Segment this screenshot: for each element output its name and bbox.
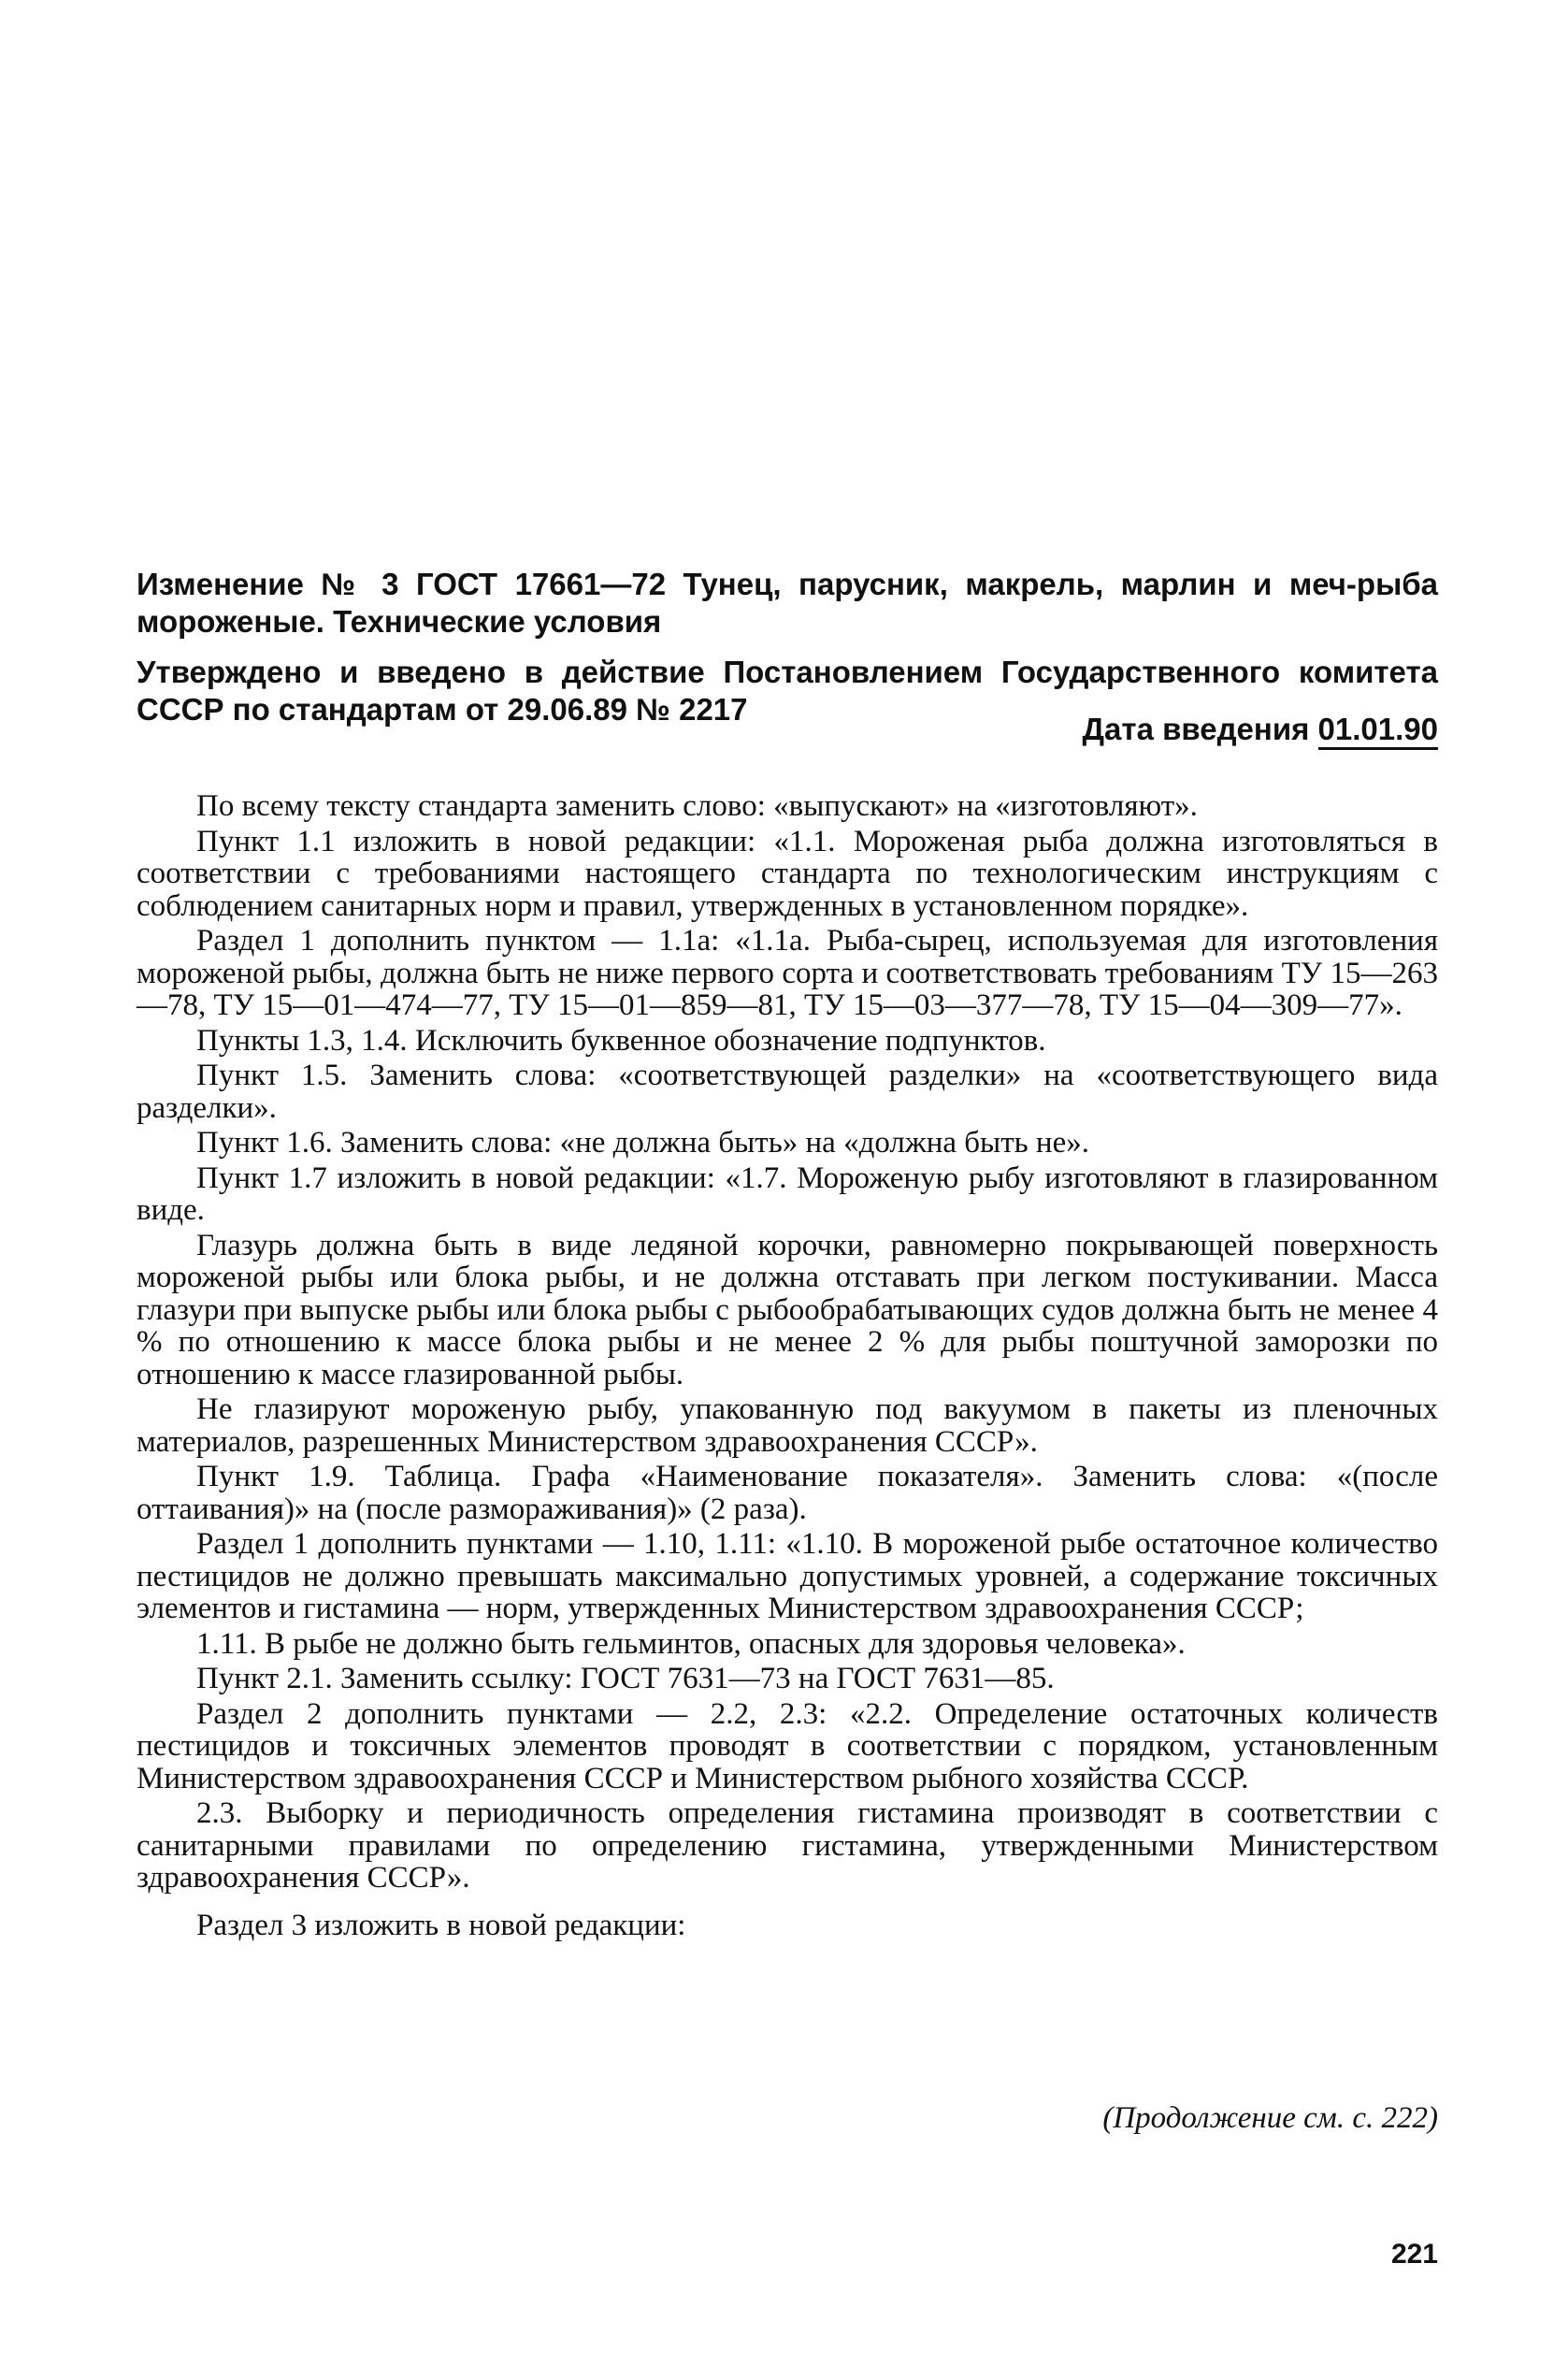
amendment-title: Изменение № 3 ГОСТ 17661—72 Тунец, парусник, макрель, марлин и меч-рыба мороженые. Технические условия [137,567,1438,639]
paragraph: Пункт 2.1. Заменить ссылку: ГОСТ 7631—73 на ГОСТ 7631—85. [196,1662,1055,1695]
paragraph: Пункт 1.9. Таблица. Графа «Наименование показателя». Заменить слова: «(после оттаивания)» на (после размораживания)» (2 раза). [137,1460,1438,1526]
paragraph: Пункты 1.3, 1.4. Исключить буквенное обозначение подпунктов. [196,1023,1046,1058]
document-header [137,566,1438,728]
paragraph: По всему тексту стандарта заменить слово: «выпускают» на «изготовляют». [196,789,1198,823]
paragraph: Раздел 1 дополнить пунктами — 1.10, 1.11: «1.10. В мороженой рыбе остаточное количество пестицидов не должно превышать максимально допустимых уровней, а содержание токсичных элементов и гистамина — норм, утвержденных Министерством здравоохранения СССР; [137,1527,1438,1625]
continuation-note: (Продолжение см. с. 222) [1102,2101,1438,2135]
paragraph: 1.11. В рыбе не должно быть гельминтов, опасных для здоровья человека». [196,1626,1186,1661]
paragraph: Не глазируют мороженую рыбу, упакованную под вакуумом в пакеты из пленочных материалов, разрешенных Министерством здравоохранения СССР». [137,1392,1438,1459]
effective-date-value: 01.01.90 [1318,714,1438,750]
paragraph: Раздел 3 изложить в новой редакции: [196,1908,686,1942]
effective-date [137,711,1438,750]
effective-date-label: Дата введения [1082,712,1310,746]
page-number: 221 [1390,2239,1438,2270]
approval-statement: Утверждено и введено в действие Постановлением Государственного комитета СССР по стандартам от 29.06.89 № 2217 [137,655,1438,727]
paragraph: Раздел 1 дополнить пунктом — 1.1а: «1.1а. Рыба-сырец, используемая для изготовления мороженой рыбы, должна быть не ниже первого сорта и соответствовать требованиям ТУ 15—263—78, ТУ 15—01—474—77, ТУ 15—01—859—81, ТУ 15—03—377—78, ТУ 15—04—309—77». [137,924,1438,1022]
paragraph: Пункт 1.6. Заменить слова: «не должна быть» на «должна быть не». [196,1126,1089,1160]
paragraph: Пункт 1.7 изложить в новой редакции: «1.7. Мороженую рыбу изготовляют в глазированном виде. [137,1160,1438,1227]
document-body [137,790,1438,1944]
paragraph: Пункт 1.5. Заменить слова: «соответствующей разделки» на «соответствующего вида разделки». [137,1059,1438,1125]
paragraph: Раздел 2 дополнить пунктами — 2.2, 2.3: «2.2. Определение остаточных количеств пестицидов и токсичных элементов проводят в соответствии с порядком, установленным Министерством здравоохранения СССР и Министерством рыбного хозяйства СССР. [137,1696,1438,1795]
paragraph: Глазурь должна быть в виде ледяной корочки, равномерно покрывающей поверхность мороженой рыбы или блока рыбы, и не должна отставать при легком постукивании. Масса глазури при выпуске рыбы или блока рыбы с рыбообрабатывающих судов должна быть не менее 4 % по отношению к массе блока рыбы и не менее 2 % для рыбы поштучной заморозки по отношению к массе глазированной рыбы. [137,1228,1438,1391]
paragraph: Пункт 1.1 изложить в новой редакции: «1.1. Мороженая рыба должна изготовляться в соответствии с требованиями настоящего стандарта по технологическим инструкциям с соблюдением санитарных норм и правил, утвержденных в установленном порядке». [137,824,1438,923]
paragraph: 2.3. Выборку и периодичность определения гистамина производят в соответствии с санитарными правилами по определению гистамина, утвержденными Министерством здравоохранения СССР». [137,1796,1438,1895]
